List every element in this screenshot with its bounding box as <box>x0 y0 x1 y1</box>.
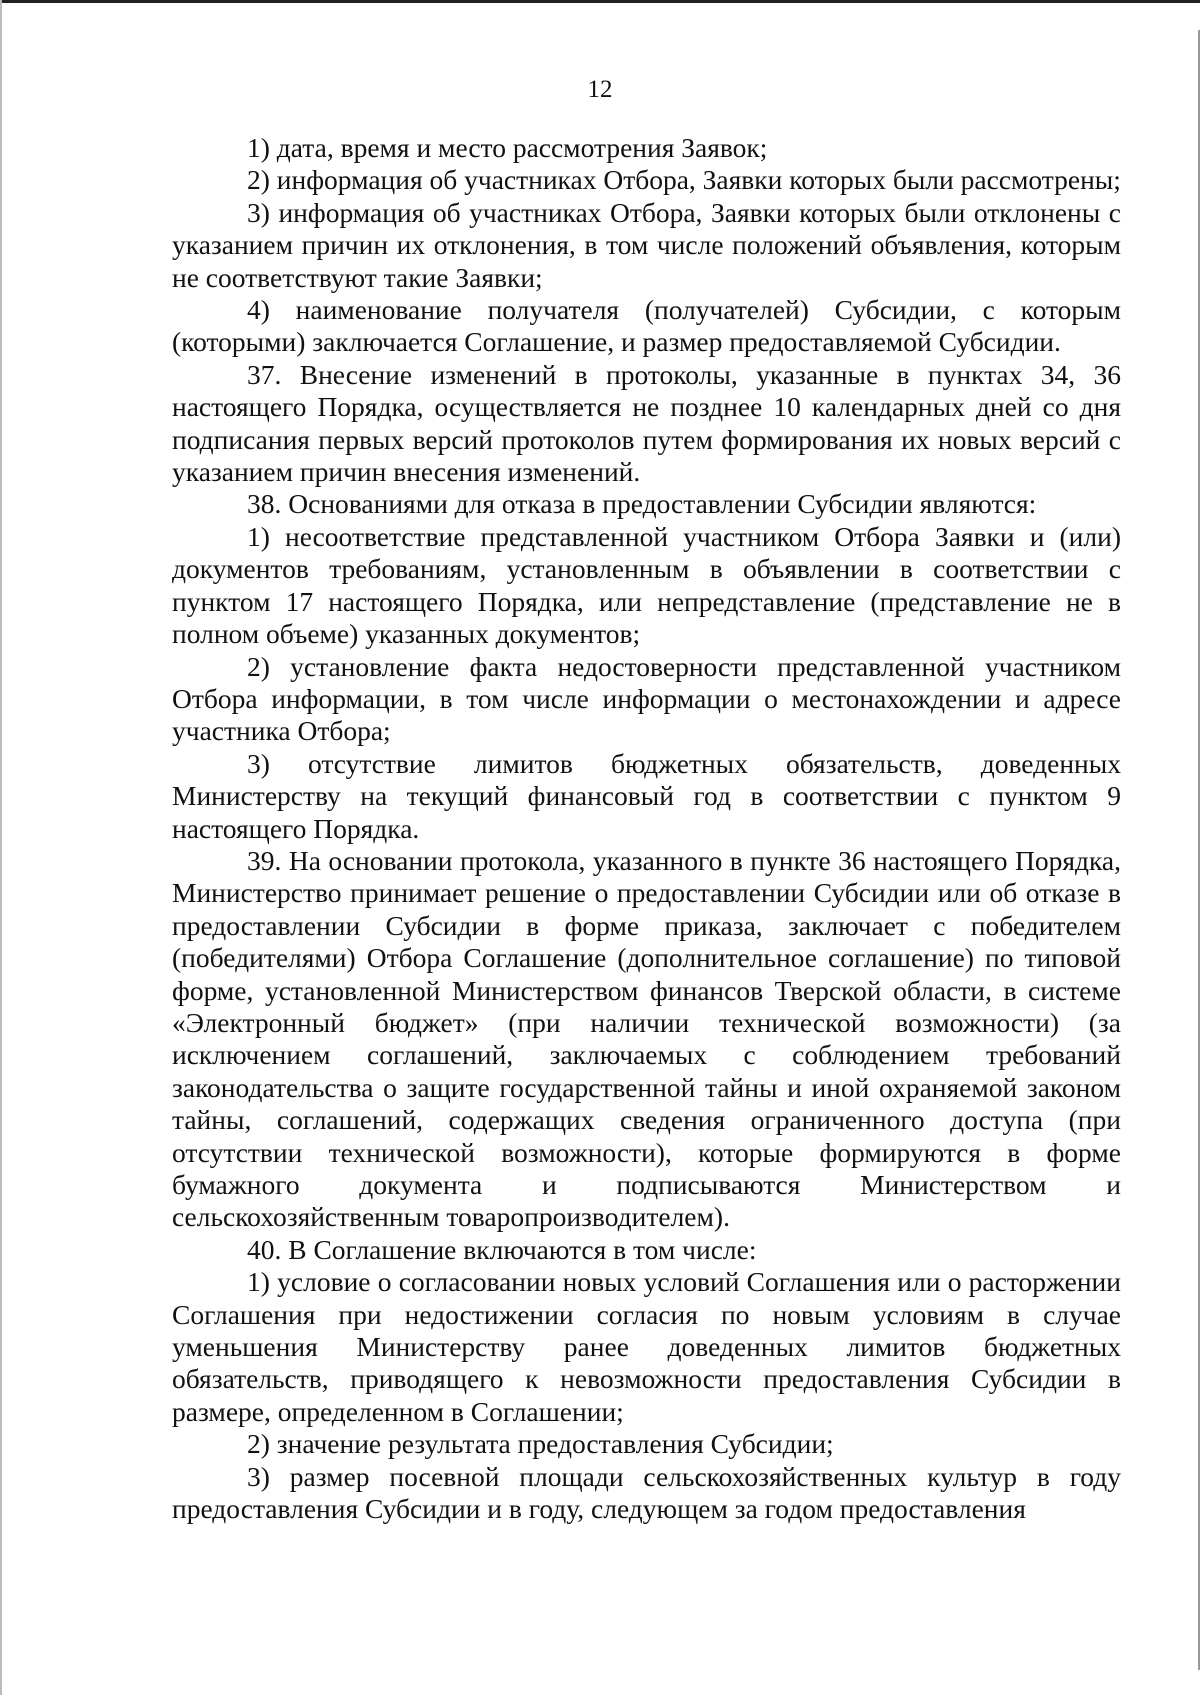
paragraph: 2) значение результата предоставления Субсидии; <box>247 1428 834 1460</box>
paragraph: 3) размер посевной площади сельскохозяйственных культур в году предоставления Субсидии и в году, следующем за годом предоставления <box>172 1460 1121 1525</box>
paragraph: 2) установление факта недостоверности представленной участником Отбора информации, в том числе информации о местонахождении и адресе участника Отбора; <box>172 650 1121 747</box>
page-number: 12 <box>587 76 613 103</box>
paragraph: 2) информация об участниках Отбора, Заявки которых были рассмотрены; <box>247 164 1121 196</box>
paragraph: 38. Основаниями для отказа в предоставлении Субсидии являются: <box>247 488 1037 520</box>
paragraph: 3) информация об участниках Отбора, Заявки которых были отклонены с указанием причин их отклонения, в том числе положений объявления, которым не соответствуют такие Заявки; <box>172 196 1121 293</box>
paragraph: 40. В Соглашение включаются в том числе: <box>247 1233 757 1265</box>
paragraph: 3) отсутствие лимитов бюджетных обязательств, доведенных Министерству на текущий финансовый год в соответствии с пунктом 9 настоящего Порядка. <box>172 747 1121 844</box>
scan-left-edge <box>0 0 2 1695</box>
scan-top-edge <box>0 0 1200 3</box>
document-body <box>172 132 1121 1525</box>
paragraph: 39. На основании протокола, указанного в пункте 36 настоящего Порядка, Министерство принимает решение о предоставлении Субсидии или об отказе в предоставлении Субсидии в форме приказа, заключает с победителем (победителями) Отбора Соглашение (дополнительное соглашение) по типовой форме, установленной Министерством финансов Тверской области, в системе «Электронный бюджет» (при наличии технической возможности) (за исключением соглашений, заключаемых с соблюдением требований законодательства о защите государственной тайны и иной охраняемой законом тайны, соглашений, содержащих сведения ограниченного доступа (при отсутствии технической возможности), которые формируются в форме бумажного документа и подписываются Министерством и сельскохозяйственным товаропроизводителем). <box>172 844 1121 1233</box>
paragraph: 1) дата, время и место рассмотрения Заявок; <box>247 132 768 163</box>
paragraph: 37. Внесение изменений в протоколы, указанные в пунктах 34, 36 настоящего Порядка, осуществляется не позднее 10 календарных дней со дня подписания первых версий протоколов путем формирования их новых версий с указанием причин внесения изменений. <box>172 358 1121 488</box>
paragraph: 1) условие о согласовании новых условий Соглашения или о расторжении Соглашения при недостижении согласия по новым условиям в случае уменьшения Министерству ранее доведенных лимитов бюджетных обязательств, приводящего к невозможности предоставления Субсидии в размере, определенном в Соглашении; <box>172 1266 1121 1427</box>
paragraph: 4) наименование получателя (получателей) Субсидии, с которым (которыми) заключается Соглашение, и размер предоставляемой Субсидии. <box>172 294 1121 358</box>
paragraph: 1) несоответствие представленной участником Отбора Заявки и (или) документов требованиям, установленным в объявлении в соответствии с пунктом 17 настоящего Порядка, или непредставление (представление не в полном объеме) указанных документов; <box>172 520 1121 650</box>
